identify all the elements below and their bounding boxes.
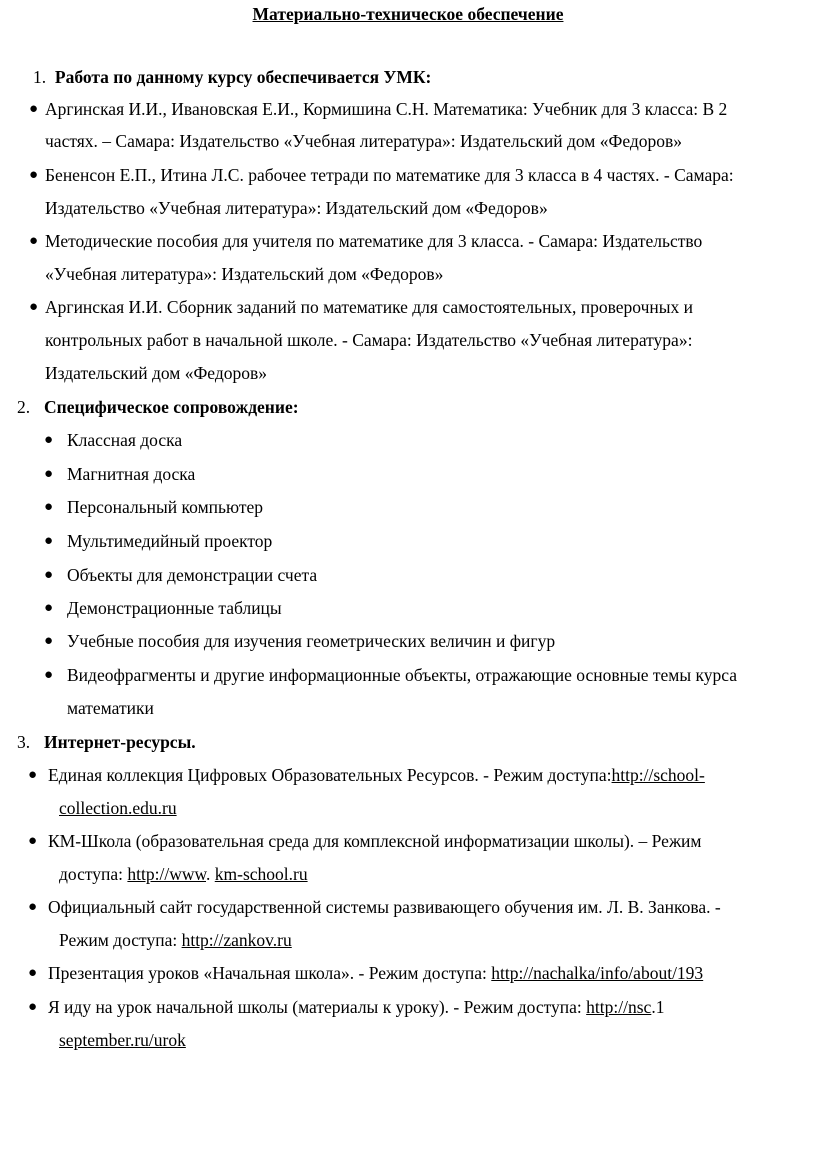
- support-item-continuation: математики: [67, 698, 154, 718]
- section-1-number: 1.: [33, 67, 47, 87]
- support-item: Учебные пособия для изучения геометрических величин и фигур: [67, 631, 556, 651]
- page-title: Материально-техническое обеспечение: [252, 4, 564, 24]
- bullet-icon: ●: [44, 633, 54, 649]
- bullet-icon: ●: [28, 767, 38, 783]
- resource-item-1-line-2: [59, 797, 177, 819]
- resource-item-2-line-1: КМ-Школа (образовательная среда для комплексной информатизации школы). – Режим: [48, 831, 702, 851]
- support-item: Персональный компьютер: [67, 497, 263, 517]
- bullet-icon: ●: [44, 600, 54, 616]
- resource-link-zankov[interactable]: http://zankov.ru: [181, 930, 292, 950]
- section-1-title: Работа по данному курсу обеспечивается УМК:: [54, 67, 432, 87]
- resource-item-5-tail: .1: [651, 997, 665, 1017]
- bullet-icon: ●: [44, 432, 54, 448]
- bullet-icon: ●: [28, 833, 38, 849]
- resource-link-september-urok[interactable]: september.ru/urok: [59, 1030, 186, 1050]
- resource-link-www[interactable]: http://www: [127, 864, 206, 884]
- resource-link-school-collection[interactable]: http://school-: [611, 765, 705, 785]
- support-item: Магнитная доска: [67, 464, 196, 484]
- bullet-icon: ●: [44, 533, 54, 549]
- umk-item-2-line-1: Бененсон Е.П., Итина Л.С. рабочее тетради по математике для 3 класса в 4 частях. - Самара:: [45, 165, 734, 185]
- bullet-icon: ●: [29, 299, 39, 315]
- section-2-heading: [17, 396, 299, 418]
- section-3-number: 3.: [17, 732, 31, 752]
- umk-item-4-line-1: Аргинская И.И. Сборник заданий по математике для самостоятельных, проверочных и: [45, 297, 694, 317]
- resource-link-nachalka[interactable]: http://nachalka/info/about/193: [491, 963, 704, 983]
- section-1-heading: [33, 66, 431, 88]
- bullet-icon: ●: [44, 567, 54, 583]
- umk-item-3-line-2: «Учебная литература»: Издательский дом «Федоров»: [45, 264, 444, 284]
- umk-item-1-line-1: Аргинская И.И., Ивановская Е.И., Кормишина С.Н. Математика: Учебник для 3 класса: В 2: [45, 99, 728, 119]
- support-item: Демонстрационные таблицы: [67, 598, 282, 618]
- resource-item-3-label: Режим доступа:: [59, 930, 182, 950]
- bullet-icon: ●: [44, 499, 54, 515]
- bullet-icon: ●: [44, 667, 54, 683]
- support-item: Классная доска: [67, 430, 183, 450]
- resource-link-school-collection-cont[interactable]: collection.edu.ru: [59, 798, 177, 818]
- resource-item-5-text: Я иду на урок начальной школы (материалы к уроку). - Режим доступа:: [48, 997, 587, 1017]
- resource-item-5-line-1: [48, 996, 664, 1018]
- umk-item-4-line-3: Издательский дом «Федоров»: [45, 363, 268, 383]
- bullet-icon: ●: [28, 999, 38, 1015]
- resource-item-2-line-2: [59, 863, 308, 885]
- bullet-icon: ●: [29, 233, 39, 249]
- resource-item-2-separator: .: [206, 864, 215, 884]
- support-item: Мультимедийный проектор: [67, 531, 273, 551]
- resource-item-4-text: Презентация уроков «Начальная школа». - Режим доступа:: [48, 963, 492, 983]
- resource-link-nsc[interactable]: http://nsc: [586, 997, 652, 1017]
- bullet-icon: ●: [28, 965, 38, 981]
- section-3-heading: [17, 731, 196, 753]
- resource-link-km-school[interactable]: km-school.ru: [214, 864, 308, 884]
- bullet-icon: ●: [29, 167, 39, 183]
- resource-item-2-label: доступа:: [59, 864, 128, 884]
- resource-item-3-line-2: [59, 929, 292, 951]
- bullet-icon: ●: [28, 899, 38, 915]
- resource-item-3-line-1: Официальный сайт государственной системы развивающего обучения им. Л. В. Занкова. -: [48, 897, 721, 917]
- section-2-title: Специфическое сопровождение:: [44, 397, 299, 417]
- resource-item-1-text: Единая коллекция Цифровых Образовательных Ресурсов. - Режим доступа:: [48, 765, 612, 785]
- resource-item-1-line-1: [48, 764, 705, 786]
- umk-item-3-line-1: Методические пособия для учителя по математике для 3 класса. - Самара: Издательство: [45, 231, 703, 251]
- umk-item-1-line-2: частях. – Самара: Издательство «Учебная литература»: Издательский дом «Федоров»: [45, 131, 683, 151]
- resource-item-5-line-2: [59, 1029, 186, 1051]
- bullet-icon: ●: [44, 466, 54, 482]
- bullet-icon: ●: [29, 101, 39, 117]
- umk-item-2-line-2: Издательство «Учебная литература»: Издательский дом «Федоров»: [45, 198, 548, 218]
- section-3-title: Интернет-ресурсы.: [44, 732, 196, 752]
- support-item: Объекты для демонстрации счета: [67, 565, 318, 585]
- support-item: Видеофрагменты и другие информационные объекты, отражающие основные темы курса: [67, 665, 737, 685]
- section-2-number: 2.: [17, 397, 31, 417]
- resource-item-4-line-1: [48, 962, 703, 984]
- umk-item-4-line-2: контрольных работ в начальной школе. - Самара: Издательство «Учебная литература»:: [45, 330, 693, 350]
